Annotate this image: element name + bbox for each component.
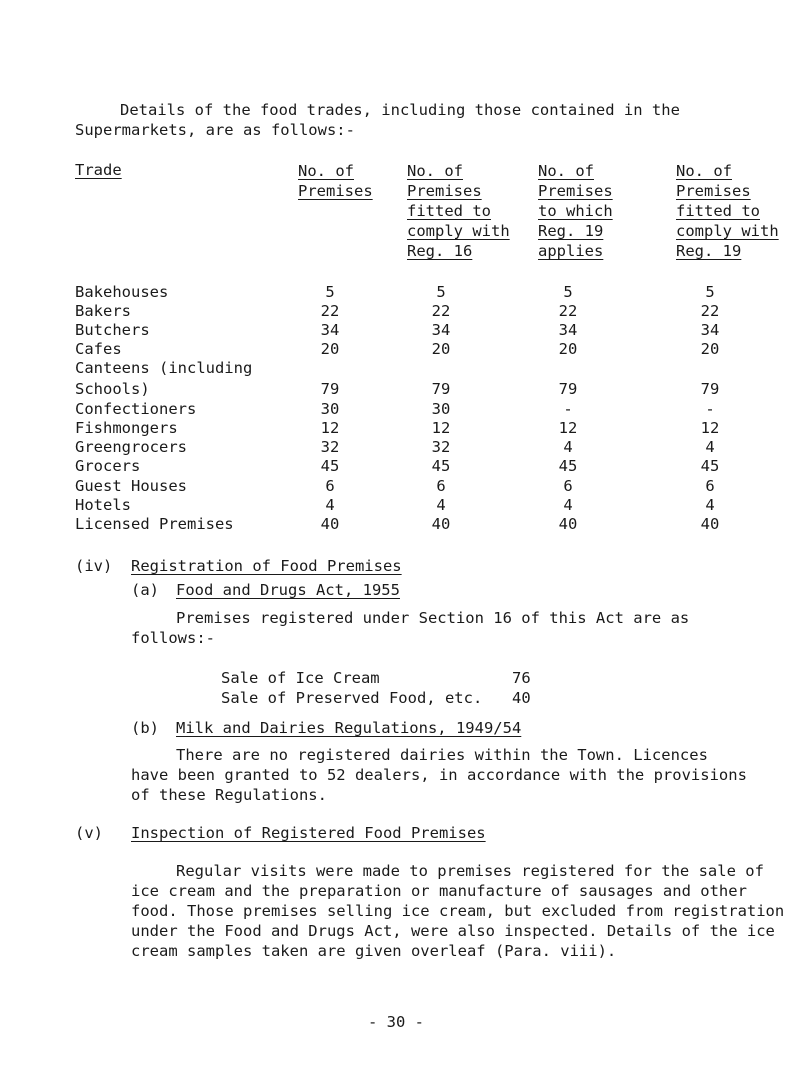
subsection-b-text-2: have been granted to 52 dealers, in accordance with the provisions [131,766,747,784]
row-value: 22 [700,302,720,320]
header-col2-line: fitted to [407,202,491,220]
header-col1 [298,161,373,201]
subsection-a-title: Food and Drugs Act, 1955 [176,581,400,599]
section-v-line: food. Those premises selling ice cream, but excluded from registration [131,902,785,920]
row-trade: Confectioners [75,400,197,418]
section-v-number: (v) [75,824,103,842]
row-value: 6 [705,477,715,495]
row-value: 22 [431,302,451,320]
row-value: 34 [558,321,578,339]
row-value: 5 [563,283,573,301]
row-value: 12 [431,419,451,437]
row-value: 20 [700,340,720,358]
section-iv-number: (iv) [75,557,113,575]
row-value: 4 [325,496,335,514]
subsection-a-text-2: follows:- [131,629,215,647]
row-value: 12 [558,419,578,437]
header-col2-line: comply with [407,222,510,240]
row-trade: Canteens (including [75,359,253,377]
row-value: 79 [320,380,340,398]
subsection-b-text-3: of these Regulations. [131,786,327,804]
section-v-line: cream samples taken are given overleaf (Para. viii). [131,942,617,960]
row-value: 12 [320,419,340,437]
header-col3-line: Reg. 19 [538,222,604,240]
header-col2-line: Reg. 16 [407,242,473,260]
header-col1-line: Premises [298,182,373,200]
row-value: 40 [700,515,720,533]
header-col1-line: No. of [298,162,354,180]
row-value: 45 [320,457,340,475]
header-col4-line: Premises [676,182,751,200]
row-value: 45 [431,457,451,475]
row-value: 34 [700,321,720,339]
section-v-line: Regular visits were made to premises registered for the sale of [176,862,764,880]
row-value: 45 [700,457,720,475]
row-trade: Bakers [75,302,131,320]
row-trade: Fishmongers [75,419,178,437]
row-value: 30 [431,400,451,418]
row-trade: Butchers [75,321,150,339]
row-value: 32 [320,438,340,456]
row-value: 22 [558,302,578,320]
header-col2-line: No. of [407,162,463,180]
row-value: 79 [700,380,720,398]
header-col3-line: No. of [538,162,594,180]
page-number: - 30 - [368,1013,424,1031]
row-value: 20 [431,340,451,358]
row-trade: Greengrocers [75,438,187,456]
row-value: 20 [320,340,340,358]
row-value: 4 [563,438,573,456]
header-col3 [538,161,613,261]
subsection-a-text-1: Premises registered under Section 16 of this Act are as [176,609,690,627]
row-value: 40 [431,515,451,533]
header-col2-line: Premises [407,182,482,200]
row-value: 40 [320,515,340,533]
row-value: 6 [325,477,335,495]
row-value: - [705,400,715,418]
row-value: 45 [558,457,578,475]
subsection-a-label: (a) [131,581,159,599]
row-value: 40 [558,515,578,533]
row-value: 4 [705,438,715,456]
header-col3-line: applies [538,242,604,260]
subsection-b-label: (b) [131,719,159,737]
section-v-line: under the Food and Drugs Act, were also inspected. Details of the ice [131,922,775,940]
row-value: 79 [558,380,578,398]
row-trade: Grocers [75,457,141,475]
header-col4 [676,161,779,261]
registration-item-label: Sale of Preserved Food, etc. [221,689,483,707]
header-col4-line: fitted to [676,202,760,220]
row-value: 4 [705,496,715,514]
row-value: - [563,400,573,418]
row-value: 6 [436,477,446,495]
row-trade-continued: Schools) [75,380,150,398]
section-v-line: ice cream and the preparation or manufacture of sausages and other [131,882,747,900]
row-value: 6 [563,477,573,495]
row-value: 34 [431,321,451,339]
row-value: 5 [705,283,715,301]
header-col4-line: Reg. 19 [676,242,742,260]
row-trade: Cafes [75,340,122,358]
row-trade: Bakehouses [75,283,169,301]
header-col4-line: No. of [676,162,732,180]
registration-item-value: 40 [512,689,531,707]
row-value: 4 [563,496,573,514]
registration-item-label: Sale of Ice Cream [221,669,380,687]
row-value: 4 [436,496,446,514]
row-trade: Guest Houses [75,477,187,495]
header-col3-line: to which [538,202,613,220]
subsection-b-text-1: There are no registered dairies within the Town. Licences [176,746,708,764]
registration-item-value: 76 [512,669,531,687]
row-value: 5 [436,283,446,301]
row-trade: Hotels [75,496,131,514]
row-value: 22 [320,302,340,320]
intro-line-1: Details of the food trades, including those contained in the [120,101,680,119]
intro-line-2: Supermarkets, are as follows:- [75,121,355,139]
row-trade: Licensed Premises [75,515,234,533]
row-value: 12 [700,419,720,437]
row-value: 20 [558,340,578,358]
header-col4-line: comply with [676,222,779,240]
header-trade: Trade [75,161,122,179]
section-v-title: Inspection of Registered Food Premises [131,824,486,842]
row-value: 32 [431,438,451,456]
row-value: 34 [320,321,340,339]
section-iv-title: Registration of Food Premises [131,557,402,575]
header-col3-line: Premises [538,182,613,200]
header-col2 [407,161,510,261]
subsection-b-title: Milk and Dairies Regulations, 1949/54 [176,719,522,737]
row-value: 30 [320,400,340,418]
row-value: 79 [431,380,451,398]
row-value: 5 [325,283,335,301]
